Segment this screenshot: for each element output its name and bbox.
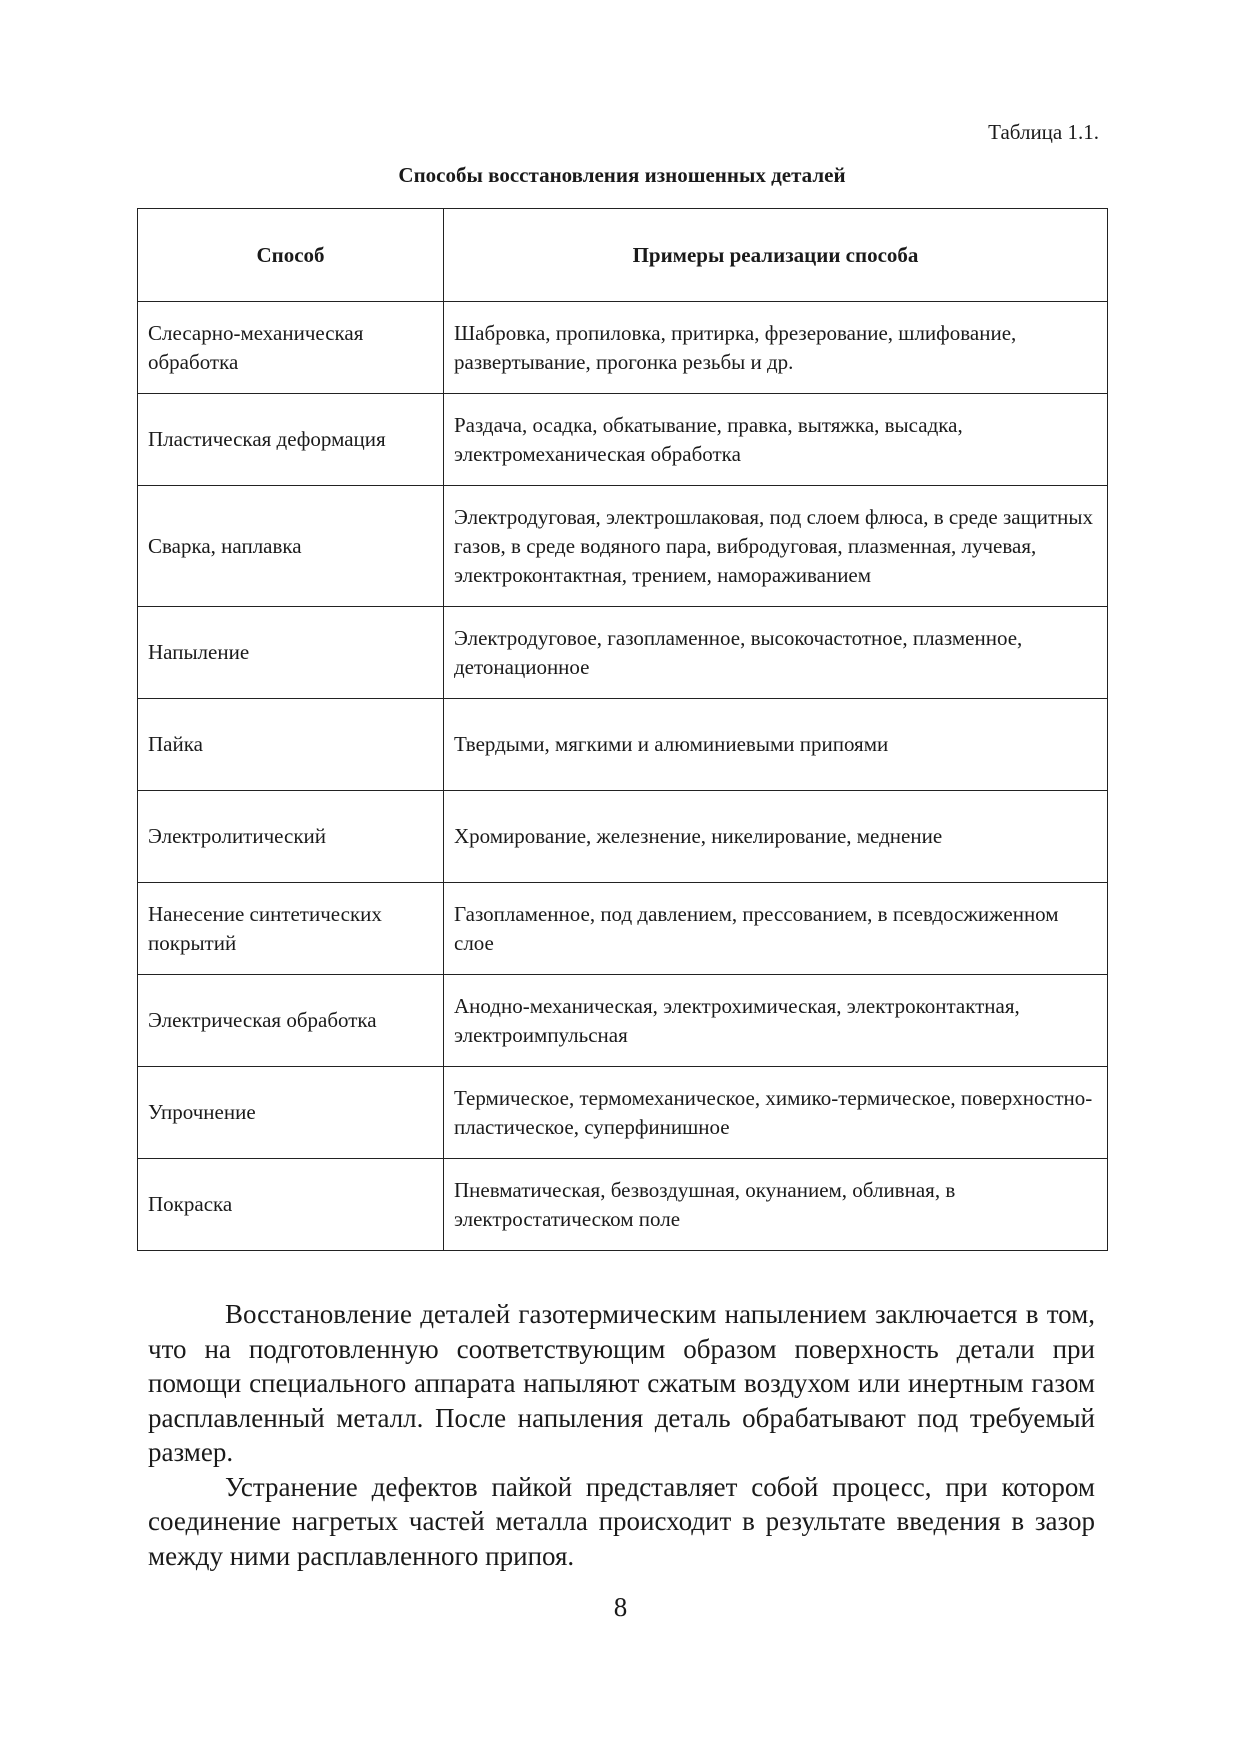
examples-cell: Анодно-механическая, электрохимическая, электроконтактная, электроимпульсная (444, 975, 1108, 1067)
paragraph-soldering: Устранение дефектов пайкой представляет собой процесс, при котором соединение нагретых частей металла происходит в результате введения в зазор между ними расплавленного припоя. (148, 1471, 1095, 1571)
table-row (138, 883, 1108, 975)
method-cell: Нанесение синтетических покрытий (138, 883, 444, 975)
column-header-examples: Примеры реализации способа (444, 209, 1108, 302)
method-cell: Электролитический (138, 791, 444, 883)
table-title: Способы восстановления изношенных деталей (398, 163, 846, 187)
table-caption: Таблица 1.1. (988, 120, 1099, 144)
examples-cell: Термическое, термомеханическое, химико-термическое, поверхностно-пластическое, суперфинишное (444, 1067, 1108, 1159)
table-row (138, 1159, 1108, 1251)
body-text (148, 1297, 1095, 1573)
column-header-method: Способ (138, 209, 444, 302)
restoration-methods-table (137, 208, 1108, 1251)
table-row (138, 699, 1108, 791)
method-cell: Напыление (138, 607, 444, 699)
method-cell: Упрочнение (138, 1067, 444, 1159)
table-row (138, 302, 1108, 394)
method-cell: Покраска (138, 1159, 444, 1251)
method-cell: Сварка, наплавка (138, 486, 444, 607)
paragraph-spraying: Восстановление деталей газотермическим напылением заключается в том, что на подготовленную соответствующим образом поверхность детали при помощи специального аппарата напыляют сжатым воздухом или инертным газом расплавленный металл. После напыления деталь обрабатывают под требуемый размер. (148, 1299, 1095, 1467)
table-row (138, 607, 1108, 699)
examples-cell: Шабровка, пропиловка, притирка, фрезерование, шлифование, развертывание, прогонка резьбы и др. (444, 302, 1108, 394)
method-cell: Пайка (138, 699, 444, 791)
table-row (138, 1067, 1108, 1159)
table-row (138, 791, 1108, 883)
examples-cell: Электродуговая, электрошлаковая, под слоем флюса, в среде защитных газов, в среде водяного пара, вибродуговая, плазменная, лучевая, электроконтактная, трением, намораживанием (444, 486, 1108, 607)
method-cell: Пластическая деформация (138, 394, 444, 486)
page-number: 8 (613, 1592, 628, 1622)
table-row (138, 394, 1108, 486)
examples-cell: Хромирование, железнение, никелирование, меднение (444, 791, 1108, 883)
examples-cell: Пневматическая, безвоздушная, окунанием, обливная, в электростатическом поле (444, 1159, 1108, 1251)
examples-cell: Газопламенное, под давлением, прессованием, в псевдосжиженном слое (444, 883, 1108, 975)
examples-cell: Твердыми, мягкими и алюминиевыми припоями (444, 699, 1108, 791)
table-row (138, 975, 1108, 1067)
method-cell: Электрическая обработка (138, 975, 444, 1067)
examples-cell: Электродуговое, газопламенное, высокочастотное, плазменное, детонационное (444, 607, 1108, 699)
examples-cell: Раздача, осадка, обкатывание, правка, вытяжка, высадка, электромеханическая обработка (444, 394, 1108, 486)
table-row (138, 486, 1108, 607)
table-header-row (138, 209, 1108, 302)
method-cell: Слесарно-механическая обработка (138, 302, 444, 394)
